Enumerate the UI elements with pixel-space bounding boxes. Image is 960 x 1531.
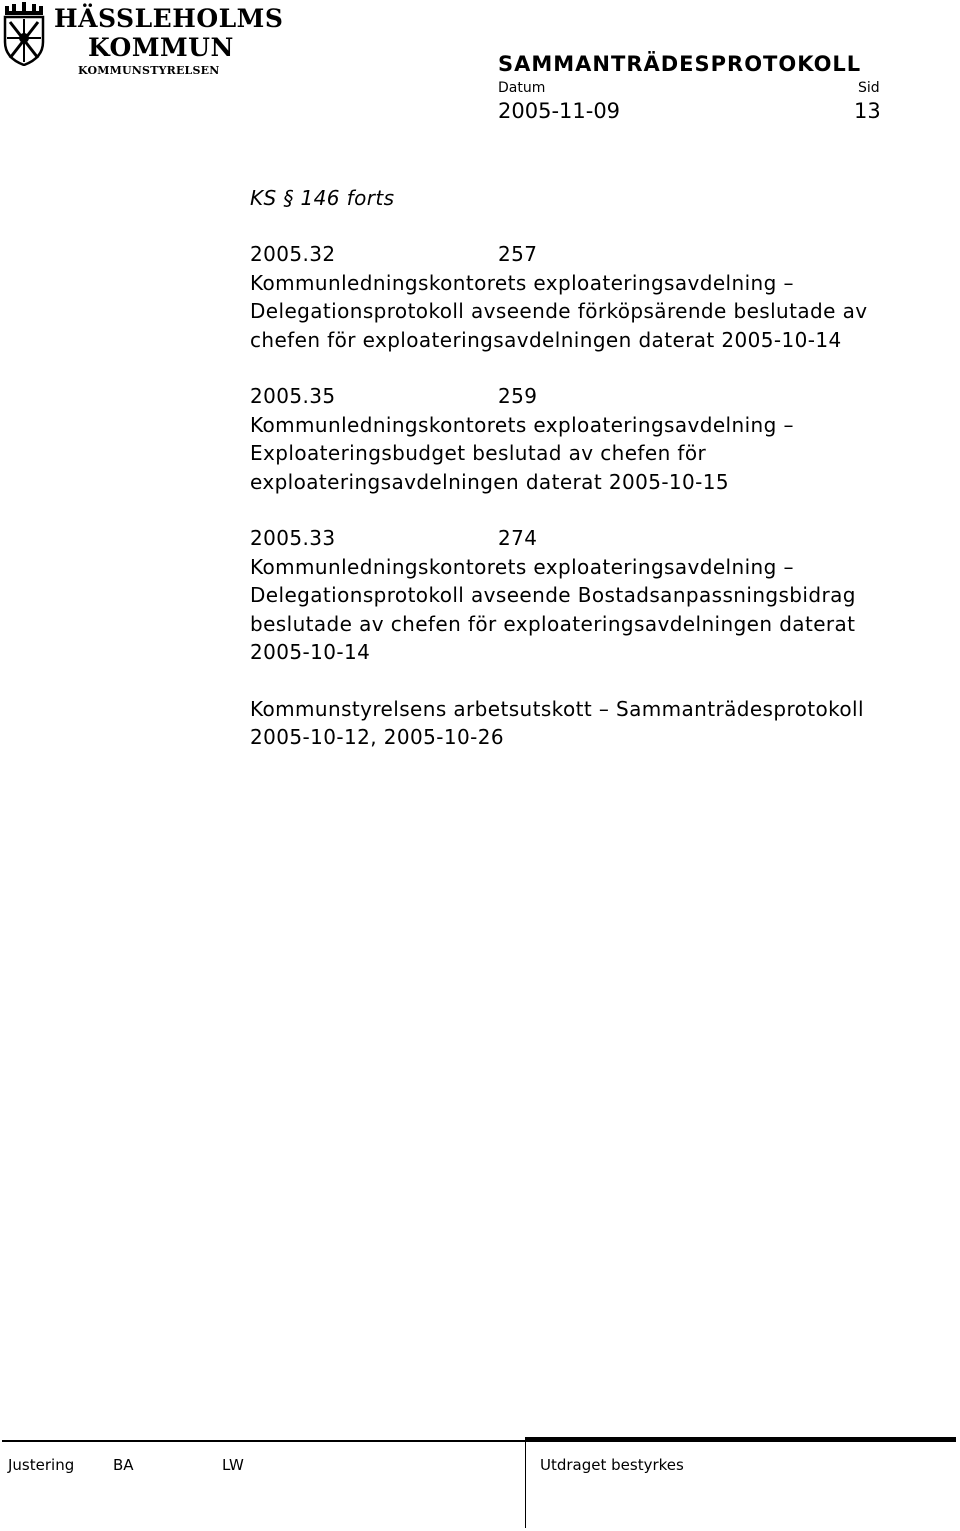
entry-description: Kommunledningskontorets exploateringsavdelning – Delegationsprotokoll avseende Bostadsanpassningsbidrag beslutade av chefen för exploateringsavdelningen daterat 2005-10-14 bbox=[250, 554, 856, 665]
section-title: KS § 146 forts bbox=[250, 186, 395, 210]
entry-header bbox=[250, 382, 955, 410]
entry-reference: 2005.35 bbox=[250, 384, 336, 409]
logo-text-kommun: KOMMUN bbox=[88, 33, 234, 62]
municipality-logo bbox=[2, 2, 284, 82]
entry-description: Kommunledningskontorets exploateringsavdelning – Delegationsprotokoll avseende förköpsärende beslutade av chefen för exploateringsavdelningen daterat 2005-10-14 bbox=[250, 270, 868, 352]
footer-initials-ba: BA bbox=[113, 1456, 134, 1474]
date-label: Datum bbox=[498, 80, 546, 96]
footer-justering-label: Justering bbox=[8, 1456, 75, 1474]
footer-divider bbox=[2, 1440, 956, 1442]
footer-column-divider bbox=[525, 1440, 526, 1528]
entry-number: 259 bbox=[498, 384, 538, 409]
protocol-entry bbox=[250, 240, 955, 354]
entry-reference: 2005.33 bbox=[250, 526, 336, 551]
meeting-date: 2005-11-09 bbox=[498, 99, 621, 123]
closing-reference: Kommunstyrelsens arbetsutskott – Sammanträdesprotokoll 2005-10-12, 2005-10-26 bbox=[250, 696, 864, 750]
entry-number: 274 bbox=[498, 526, 538, 551]
protocol-entry bbox=[250, 524, 955, 666]
page-number: 13 bbox=[854, 99, 881, 123]
entry-reference: 2005.32 bbox=[250, 242, 336, 267]
entry-header bbox=[250, 524, 955, 552]
footer-utdraget-label: Utdraget bestyrkes bbox=[540, 1456, 684, 1474]
entry-description: Kommunledningskontorets exploateringsavdelning – Exploateringsbudget beslutad av chefen för exploateringsavdelningen daterat 2005-10-15 bbox=[250, 412, 794, 494]
logo-text-hassleholms: HÄSSLEHOLMS bbox=[54, 4, 284, 33]
protocol-entry bbox=[250, 382, 955, 496]
entry-number: 257 bbox=[498, 242, 538, 267]
footer-initials-lw: LW bbox=[222, 1456, 244, 1474]
document-body bbox=[250, 184, 955, 752]
coat-of-arms-icon bbox=[2, 2, 46, 66]
footer-divider-right bbox=[525, 1437, 956, 1440]
page-label: Sid bbox=[858, 80, 880, 96]
logo-text-kommunstyrelsen: KOMMUNSTYRELSEN bbox=[78, 64, 220, 77]
document-title: SAMMANTRÄDESPROTOKOLL bbox=[498, 52, 862, 76]
entry-header bbox=[250, 240, 955, 268]
